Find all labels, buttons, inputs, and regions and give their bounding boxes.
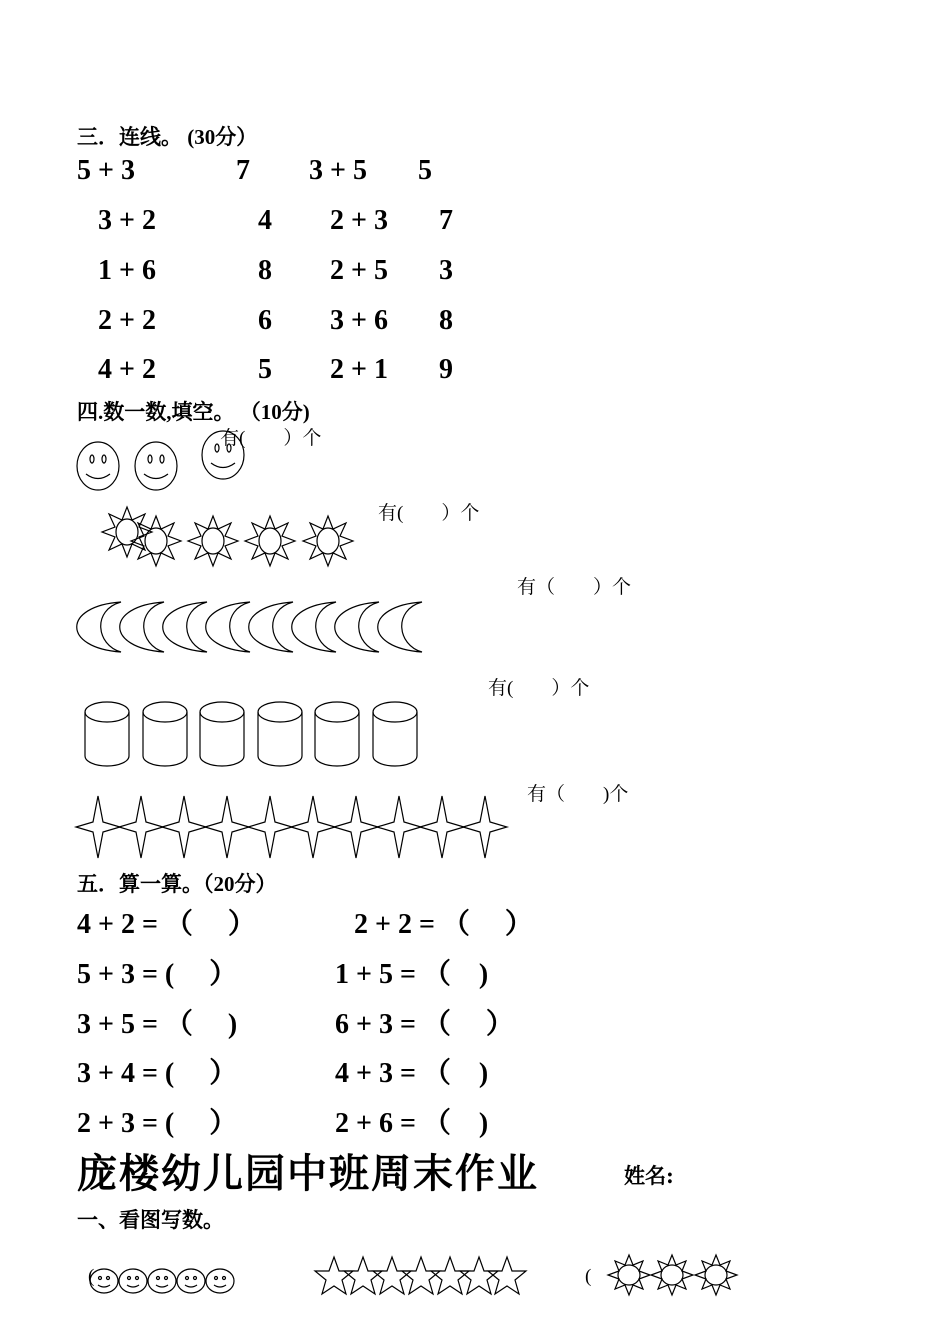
- four-point-star-icon: [334, 796, 378, 858]
- match-left-number: 6: [258, 305, 272, 336]
- count-label-suns: 有( ）个: [378, 503, 480, 524]
- equation-right: 2 + 6 = （ ): [335, 1108, 489, 1139]
- match-left-number: 5: [258, 354, 272, 385]
- five-point-star-icon: [373, 1257, 411, 1294]
- moon-icon: [163, 602, 207, 652]
- equation-left: 4 + 2 = （ ）: [77, 909, 256, 940]
- cylinder-icon: [200, 702, 244, 766]
- moon-icon: [77, 602, 121, 652]
- count-label-stars: 有（ )个: [527, 784, 629, 805]
- answer-paren: (: [88, 1266, 95, 1287]
- match-left-number: 7: [236, 155, 250, 186]
- answer-paren: (: [585, 1266, 592, 1287]
- smiley-face-icon: [135, 442, 177, 490]
- sun-icon: [245, 516, 295, 566]
- equation-right: 2 + 2 = （ ）: [354, 909, 533, 940]
- match-left-number: 8: [258, 255, 272, 286]
- section-3-heading: 三．连线。 (30分）: [77, 125, 258, 149]
- four-point-star-icon: [205, 796, 249, 858]
- count-label-moons: 有（ ）个: [517, 577, 632, 598]
- four-point-star-icon: [420, 796, 464, 858]
- moon-icon: [120, 602, 164, 652]
- four-point-star-icon: [377, 796, 421, 858]
- small-smiley-icon: [177, 1269, 205, 1293]
- four-point-star-icon: [76, 796, 120, 858]
- match-right-number: 3: [439, 255, 453, 286]
- four-point-star-icon: [248, 796, 292, 858]
- moon-icon: [206, 602, 250, 652]
- five-point-star-icon: [460, 1257, 498, 1294]
- five-point-star-icon: [344, 1257, 382, 1294]
- equation-left: 5 + 3 = ( ）: [77, 959, 238, 990]
- smiley-face-icon: [77, 442, 119, 490]
- name-label: 姓名:: [624, 1163, 674, 1188]
- small-smiley-icon: [119, 1269, 147, 1293]
- match-left-expr: 3 + 2: [98, 205, 156, 236]
- equation-right: 1 + 5 = （ ): [335, 959, 489, 990]
- small-smiley-icon: [206, 1269, 234, 1293]
- four-point-star-icon: [463, 796, 507, 858]
- small-sun-icon: [695, 1255, 737, 1295]
- section-4-heading: 四.数一数,填空。 （10分): [77, 400, 310, 424]
- match-right-number: 8: [439, 305, 453, 336]
- count-label-cylinders: 有( ）个: [488, 678, 590, 699]
- section-5-heading: 五．算一算。（20分）: [77, 872, 277, 896]
- match-left-expr: 2 + 2: [98, 305, 156, 336]
- five-point-star-icon: [431, 1257, 469, 1294]
- match-left-expr: 1 + 6: [98, 255, 156, 286]
- equation-right: 4 + 3 = （ ): [335, 1058, 489, 1089]
- four-point-star-icon: [162, 796, 206, 858]
- small-sun-icon: [608, 1255, 650, 1295]
- moon-icon: [335, 602, 379, 652]
- small-sun-icon: [651, 1255, 693, 1295]
- small-smiley-icon: [148, 1269, 176, 1293]
- match-right-expr: 2 + 3: [330, 205, 388, 236]
- match-left-expr: 4 + 2: [98, 354, 156, 385]
- match-right-expr: 3 + 5: [309, 155, 367, 186]
- five-point-star-icon: [315, 1257, 353, 1294]
- sun-icon: [102, 507, 152, 557]
- moon-icon: [292, 602, 336, 652]
- sun-icon: [303, 516, 353, 566]
- count-label-faces: 有( ）个: [220, 428, 322, 449]
- equation-right: 6 + 3 = （ ）: [335, 1009, 514, 1040]
- match-right-number: 9: [439, 354, 453, 385]
- cylinder-icon: [373, 702, 417, 766]
- match-right-expr: 2 + 5: [330, 255, 388, 286]
- five-point-star-icon: [488, 1257, 526, 1294]
- cylinder-icon: [85, 702, 129, 766]
- match-left-expr: 5 + 3: [77, 155, 135, 186]
- match-right-number: 7: [439, 205, 453, 236]
- cylinder-icon: [143, 702, 187, 766]
- four-point-star-icon: [291, 796, 335, 858]
- cylinder-icon: [315, 702, 359, 766]
- match-left-number: 4: [258, 205, 272, 236]
- match-right-expr: 2 + 1: [330, 354, 388, 385]
- cylinder-icon: [258, 702, 302, 766]
- match-right-expr: 3 + 6: [330, 305, 388, 336]
- sun-icon: [188, 516, 238, 566]
- four-point-star-icon: [119, 796, 163, 858]
- moon-icon: [249, 602, 293, 652]
- sun-icon: [131, 516, 181, 566]
- five-point-star-icon: [402, 1257, 440, 1294]
- moon-icon: [378, 602, 422, 652]
- equation-left: 3 + 5 = （ ): [77, 1009, 238, 1040]
- section-1-heading: 一、看图写数。: [77, 1207, 224, 1232]
- match-right-number: 5: [418, 155, 432, 186]
- equation-left: 2 + 3 = ( ）: [77, 1108, 238, 1139]
- equation-left: 3 + 4 = ( ）: [77, 1058, 238, 1089]
- page-title: 庞楼幼儿园中班周末作业: [77, 1150, 539, 1197]
